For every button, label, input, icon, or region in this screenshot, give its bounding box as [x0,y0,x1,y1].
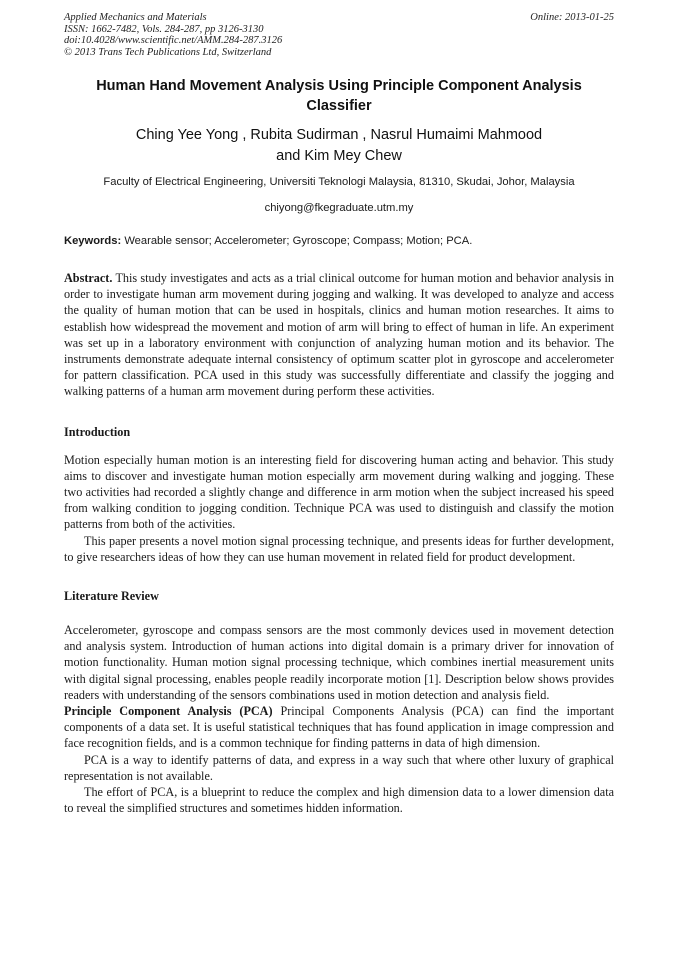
introduction-paragraph-1: Motion especially human motion is an interesting field for discovering human acting and behavior. This study aims to discover and investigate human motion especially arm movement during walking and jogging. These two activities had recorded a slightly change and difference in arm motion when the subject increased his speed from walking condition to jogging condition. Technique PCA was used to distinguish and classify the motion patterns from both of the activities. [64,452,614,532]
author-list [64,125,614,167]
journal-name: Applied Mechanics and Materials [64,12,207,23]
pca-text: Principal Components Analysis (PCA) can find the important components of a data set. It is useful statistical techniques that has found application in image compression and face recognition fields, and is a common technique for finding patterns in data of high dimension. [64,704,614,751]
literature-paragraph-3: PCA is a way to identify patterns of data, and express in a way such that where other luxury of graphical representation is not available. [64,752,614,783]
affiliation: Faculty of Electrical Engineering, Universiti Teknologi Malaysia, 81310, Skudai, Johor, Malaysia [103,176,575,188]
paper-title [64,76,614,116]
literature-paragraph-1: Accelerometer, gyroscope and compass sensors are the most commonly devices used in movement detection and analysis system. Introduction of human actions into digital domain is a primary driver for innovation of motion functionality. Human motion signal processing technique, which combines inertial measurement units with digital signal processing, enables people readily incorporate motion [1]. Description below shows provides readers with understanding of the sensors combinations used in motion detection and analysis field. [64,623,614,702]
literature-paragraph-4: The effort of PCA, is a blueprint to reduce the complex and high dimension data to a lower dimension data to reveal the simplified structures and sometimes hidden information. [64,785,614,816]
abstract-label: Abstract. [64,271,113,285]
authors-line-1: Ching Yee Yong , Rubita Sudirman , Nasrul Humaimi Mahmood [135,127,543,143]
author-email: chiyong@fkegraduate.utm.my [264,202,414,214]
pca-label: Principle Component Analysis (PCA) [64,704,273,719]
authors-line-2: and Kim Mey Chew [276,148,402,164]
keywords-text: Wearable sensor; Accelerometer; Gyroscope; Compass; Motion; PCA. [124,235,473,247]
pca-paragraph [64,703,614,752]
issn-line: ISSN: 1662-7482, Vols. 284-287, pp 3126-3130 [64,23,264,35]
journal-header [64,0,614,58]
keywords [64,234,614,248]
introduction-paragraph-2: This paper presents a novel motion signal processing technique, and presents ideas for further development, to give researchers ideas of how they can use human movement in related field for product development. [64,533,614,564]
copyright-line: © 2013 Trans Tech Publications Ltd, Switzerland [64,46,272,58]
title-line-2: Classifier [306,98,372,114]
doi-line: doi:10.4028/www.scientific.net/AMM.284-287.3126 [64,35,283,46]
abstract-text: This study investigates and acts as a trial clinical outcome for human motion and behavior analysis in order to investigate human arm movement during jogging and walking. It was developed to analyze and access the quality of human motion that can be used in hospitals, clinics and human motion researches. It aims to establish how widespread the movement and motion of arm will bring to effect of human in life. An experiment was set up in a laboratory environment with conjunction of analyzing human motion and its behavior. The instruments demonstrate adequate internal consistency of optimum scatter plot in gyroscope and accelerometer for pattern classification. PCA used in this study was successfully differentiate and classify the jogging and walking patterns of a human arm movement during perform these activities. [64,271,615,399]
section-heading-introduction: Introduction [64,424,131,439]
online-date: Online: 2013-01-25 [530,12,614,23]
section-heading-literature-review: Literature Review [64,589,159,604]
keywords-label: Keywords: [64,235,122,247]
abstract [64,270,614,400]
title-line-1: Human Hand Movement Analysis Using Principle Component Analysis [96,78,582,94]
